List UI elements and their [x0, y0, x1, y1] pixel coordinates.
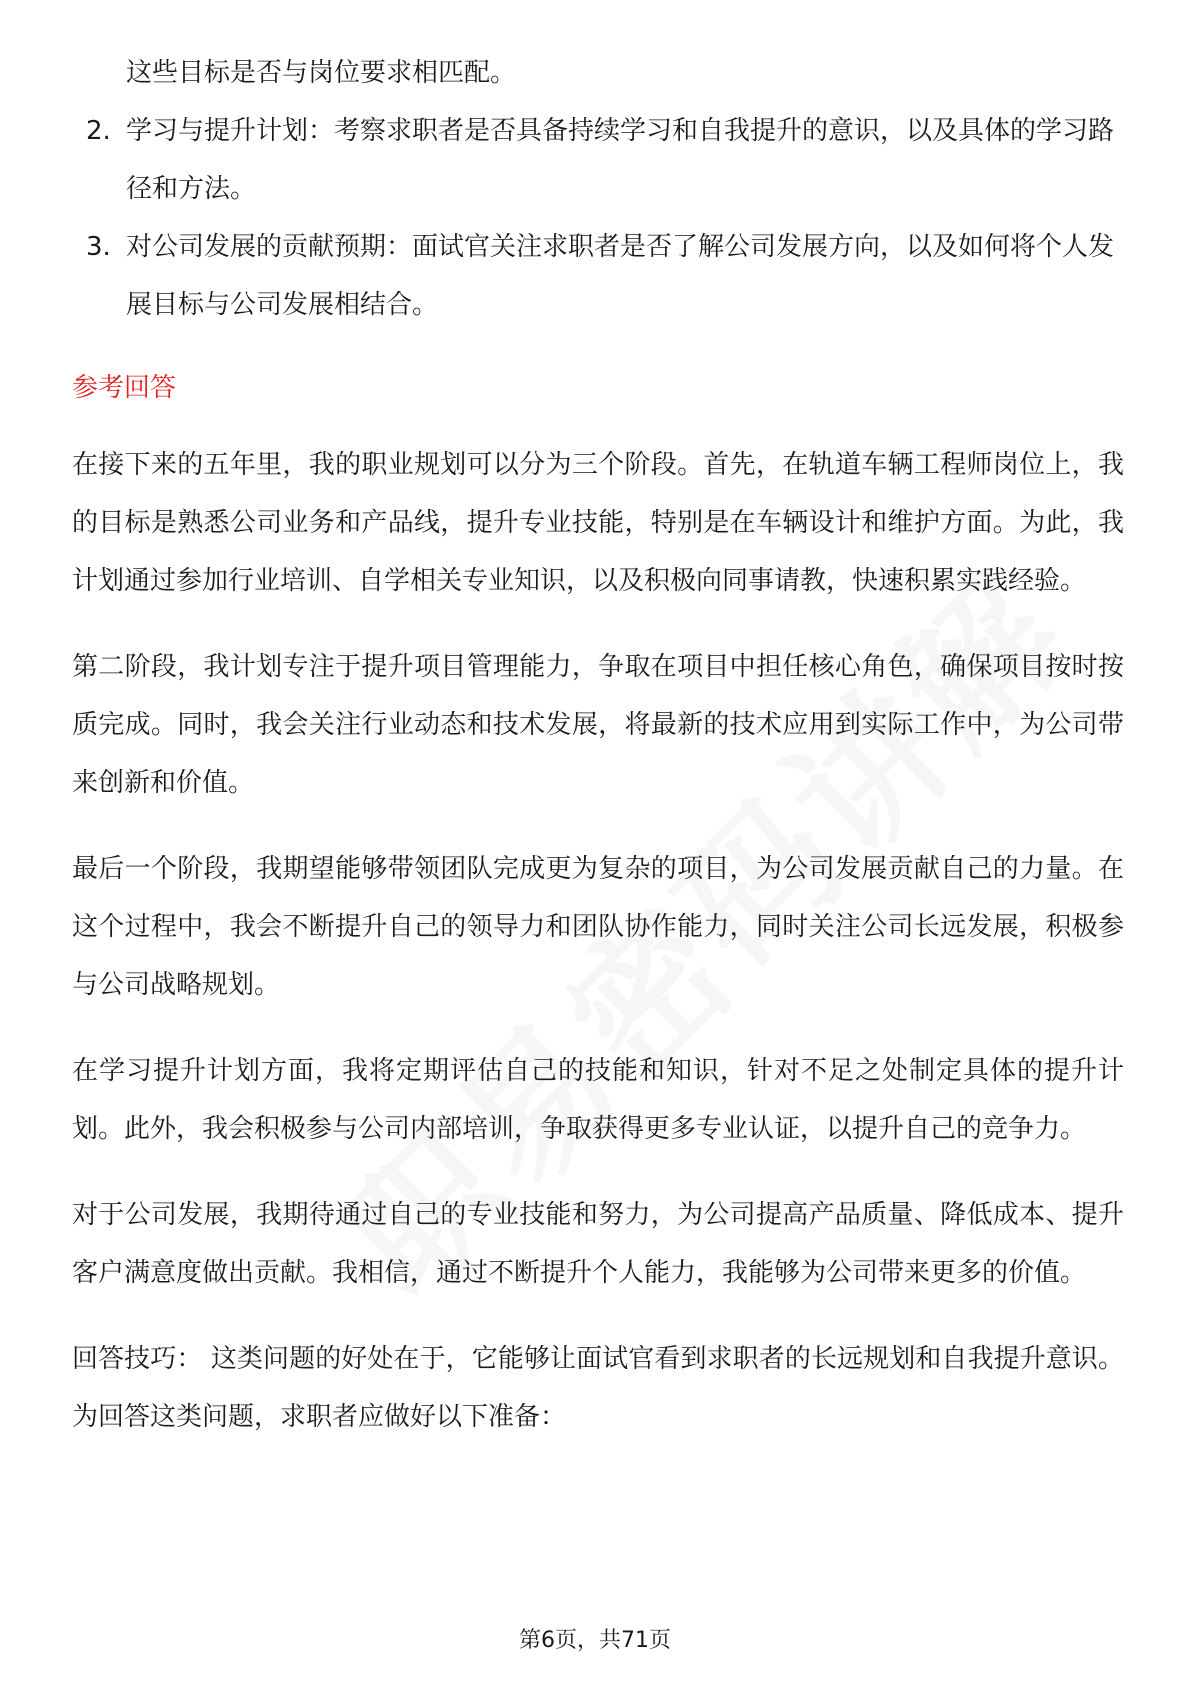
list-item-text: 学习与提升计划：考察求职者是否具备持续学习和自我提升的意识，以及具体的学习路径和方法。 — [126, 116, 1115, 204]
criteria-list — [72, 102, 1124, 334]
page-footer: 第6页，共71页 — [519, 1628, 671, 1653]
answer-paragraph: 在学习提升计划方面，我将定期评估自己的技能和知识，针对不足之处制定具体的提升计划。此外，我会积极参与公司内部培训，争取获得更多专业认证，以提升自己的竞争力。 — [72, 1056, 1124, 1144]
tips-paragraph: 回答技巧： 这类问题的好处在于，它能够让面试官看到求职者的长远规划和自我提升意识。为回答这类问题，求职者应做好以下准备： — [72, 1344, 1124, 1432]
list-item — [72, 218, 1124, 334]
list-item — [72, 102, 1124, 218]
list-item-number: 3. — [86, 232, 111, 262]
answer-paragraph: 在接下来的五年里，我的职业规划可以分为三个阶段。首先，在轨道车辆工程师岗位上，我的目标是熟悉公司业务和产品线，提升专业技能，特别是在车辆设计和维护方面。为此，我计划通过参加行业培训、自学相关专业知识，以及积极向同事请教，快速积累实践经验。 — [72, 450, 1124, 596]
list-continuation-line: 这些目标是否与岗位要求相匹配。 — [126, 58, 517, 88]
document-page — [72, 44, 1124, 1474]
answer-paragraph: 最后一个阶段，我期望能够带领团队完成更为复杂的项目，为公司发展贡献自己的力量。在这个过程中，我会不断提升自己的领导力和团队协作能力，同时关注公司长远发展，积极参与公司战略规划。 — [72, 854, 1124, 1000]
list-item-number: 2. — [86, 116, 111, 146]
section-title: 参考回答 — [72, 373, 177, 403]
answer-paragraph: 对于公司发展，我期待通过自己的专业技能和努力，为公司提高产品质量、降低成本、提升客户满意度做出贡献。我相信，通过不断提升个人能力，我能够为公司带来更多的价值。 — [72, 1200, 1124, 1288]
answer-paragraph: 第二阶段，我计划专注于提升项目管理能力，争取在项目中担任核心角色，确保项目按时按质完成。同时，我会关注行业动态和技术发展，将最新的技术应用到实际工作中，为公司带来创新和价值。 — [72, 652, 1124, 798]
list-item-text: 对公司发展的贡献预期：面试官关注求职者是否了解公司发展方向，以及如何将个人发展目标与公司发展相结合。 — [126, 232, 1115, 320]
